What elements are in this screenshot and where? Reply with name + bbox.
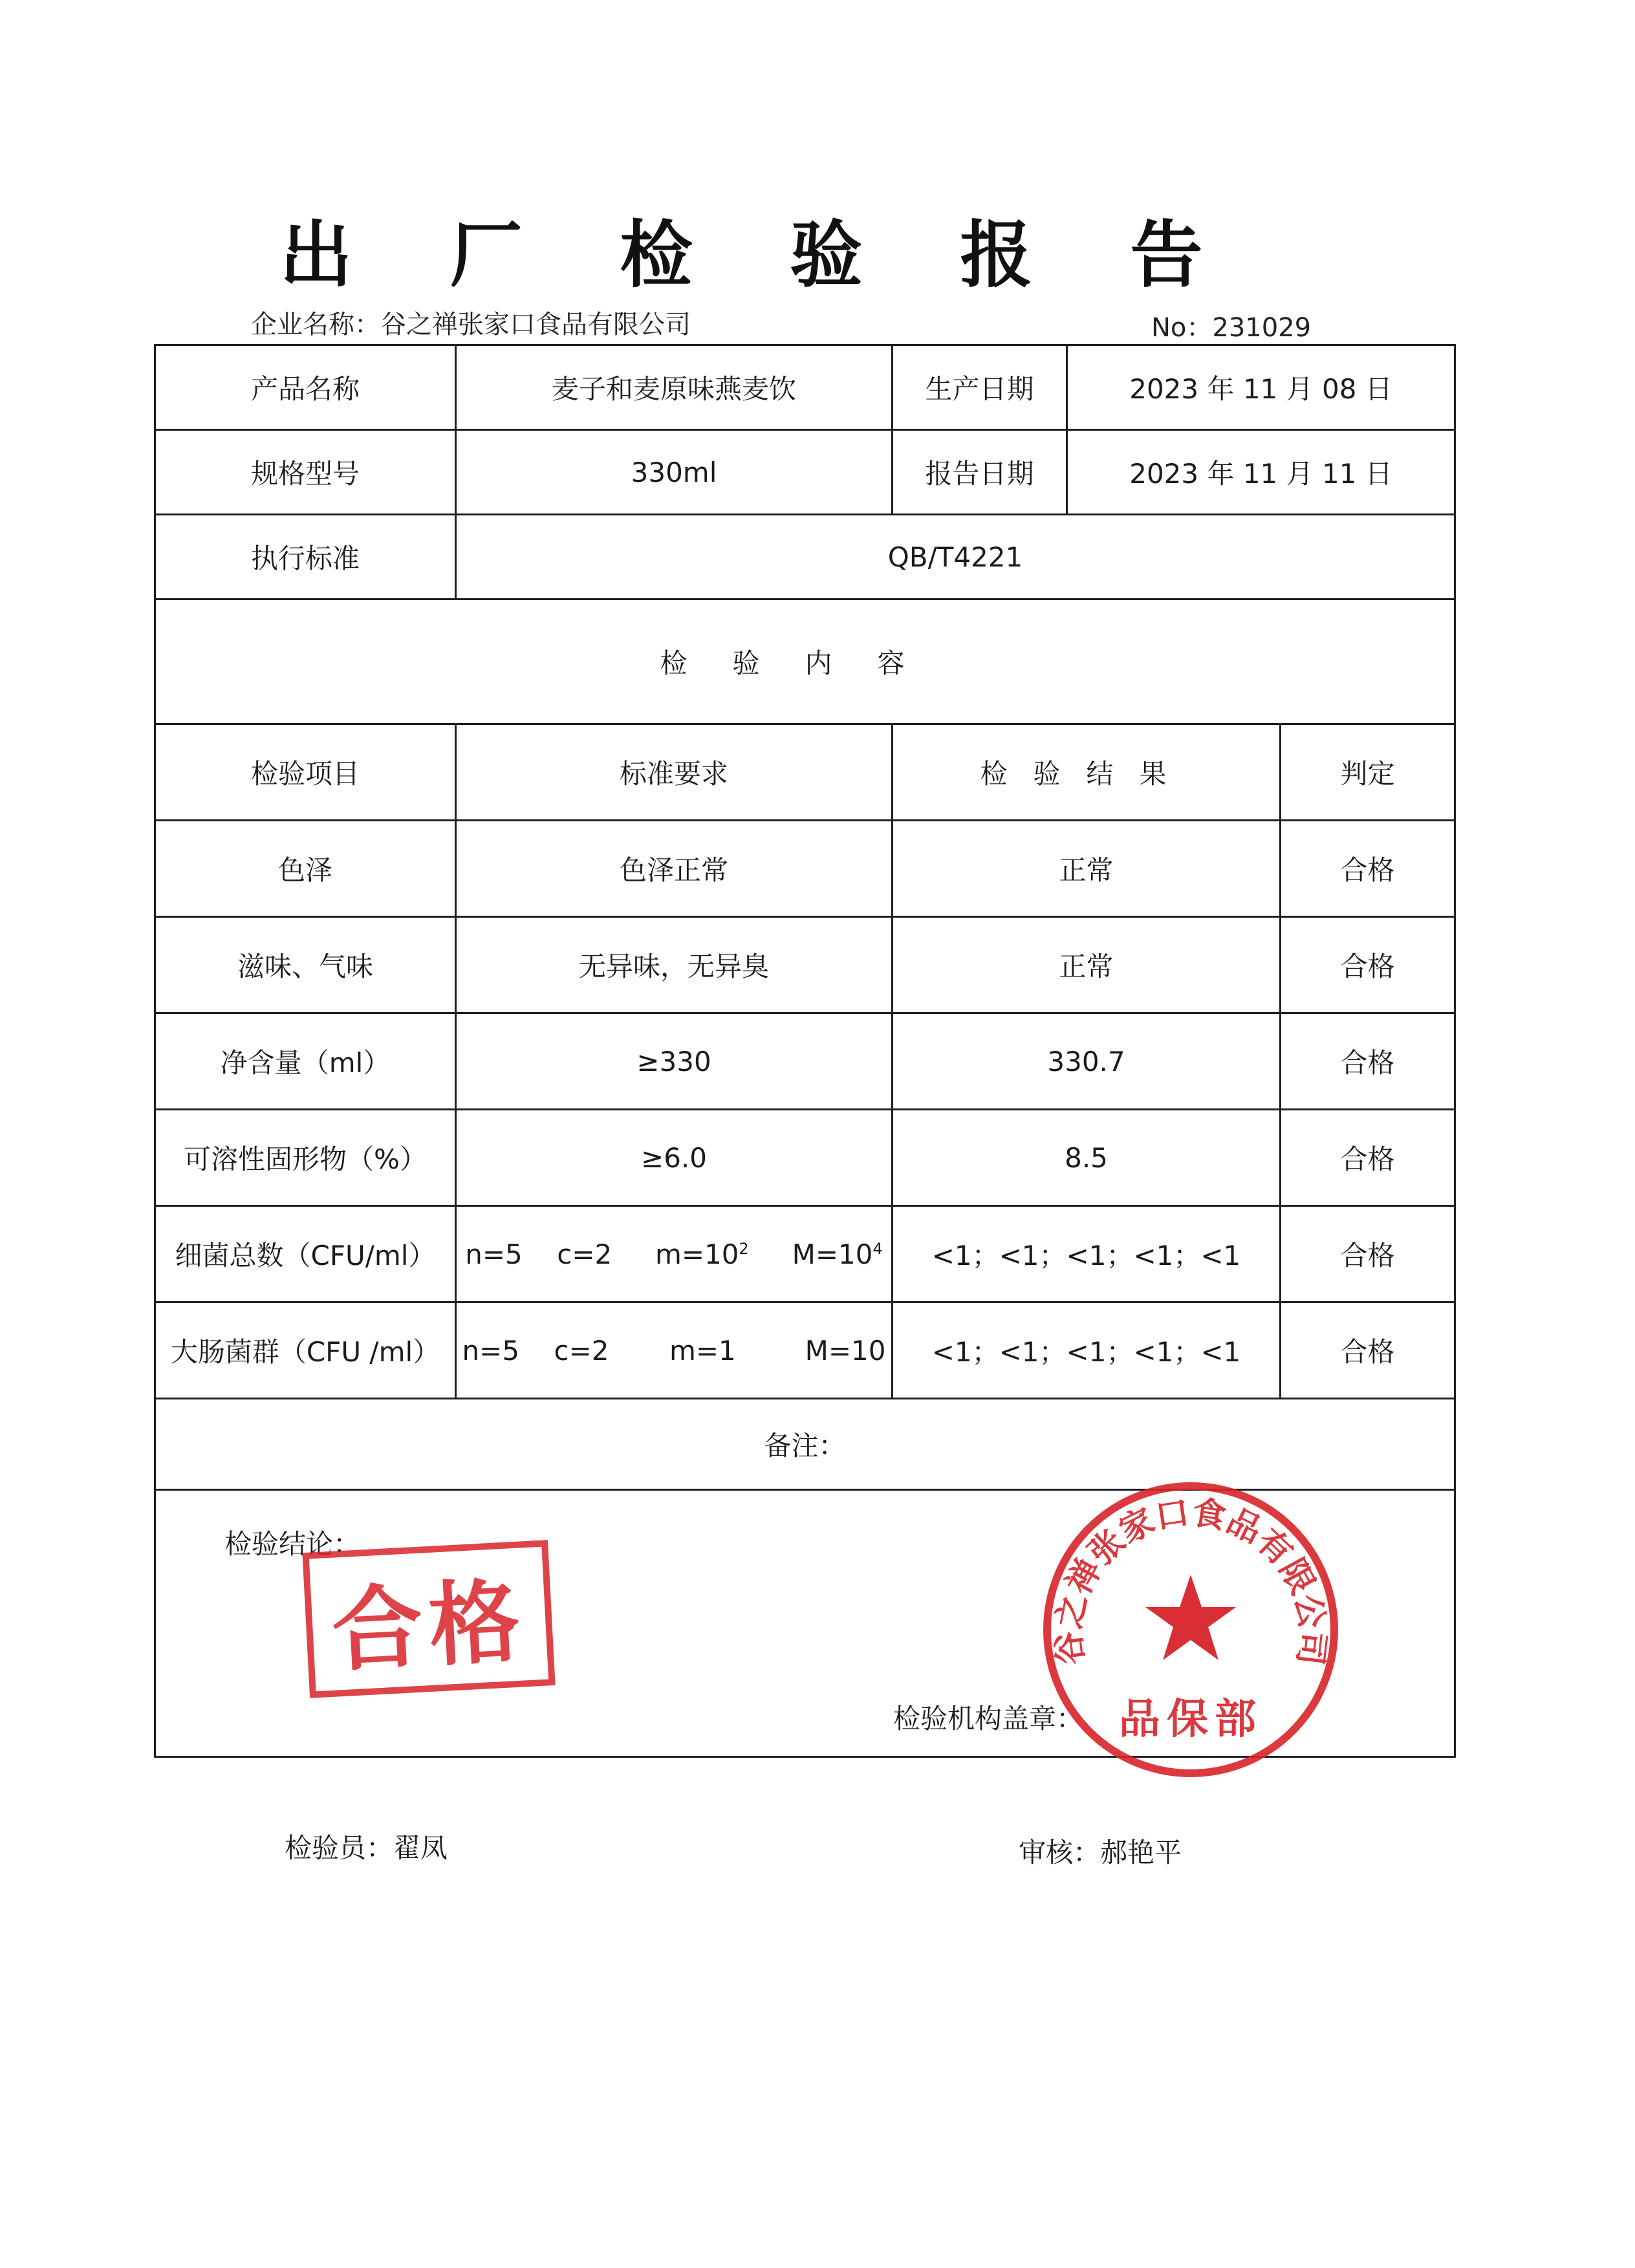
req-c: c=2 — [557, 1238, 612, 1270]
req-n: n=5 — [462, 1334, 520, 1366]
remark-row — [155, 1399, 1455, 1490]
row-requirement — [456, 1206, 893, 1302]
seal-star-icon — [1145, 1575, 1236, 1660]
row-requirement: 无异味，无异臭 — [456, 917, 893, 1013]
req-m: m=1 — [669, 1334, 736, 1366]
row-judgement: 合格 — [1281, 1206, 1455, 1302]
page-title: 出 厂 检 验 报 告 — [279, 213, 1239, 297]
row-item: 可溶性固形物（%） — [155, 1110, 456, 1206]
section-header-row — [155, 599, 1455, 724]
inspector-signature: 检验员：翟凤 — [285, 1832, 448, 1864]
row-requirement: ≥330 — [456, 1013, 893, 1110]
spec-label: 规格型号 — [155, 430, 456, 515]
req-n: n=5 — [465, 1238, 523, 1270]
row-result: 正常 — [893, 917, 1281, 1013]
row-judgement: 合格 — [1281, 1110, 1455, 1206]
table-row — [155, 917, 1455, 1013]
conclusion-cell — [155, 1490, 1455, 1757]
pass-stamp — [302, 1540, 555, 1698]
company-seal — [1039, 1478, 1343, 1782]
spec-row — [155, 430, 1455, 515]
product-name-row — [155, 345, 1455, 430]
seal-ring-text: 谷之禅张家口食品有限公司 — [1049, 1493, 1332, 1667]
standard-value: QB/T4221 — [456, 515, 1455, 599]
seal-bottom-text: 品保部 — [1119, 1696, 1262, 1744]
product-name-label: 产品名称 — [155, 345, 456, 430]
col-judgement-header: 判定 — [1281, 724, 1455, 821]
req-M-exponent: 4 — [872, 1239, 883, 1258]
company-name: 企业名称：谷之禅张家口食品有限公司 — [251, 310, 691, 340]
conclusion-row — [155, 1490, 1455, 1757]
row-item: 细菌总数（CFU/ml） — [155, 1206, 456, 1302]
inspection-table — [154, 344, 1456, 1758]
production-date-label: 生产日期 — [893, 345, 1067, 430]
req-m: m=10 — [655, 1238, 739, 1270]
seal-label: 检验机构盖章： — [893, 1703, 1084, 1734]
table-row — [155, 1206, 1455, 1302]
row-result: 正常 — [893, 821, 1281, 917]
row-judgement: 合格 — [1281, 1302, 1455, 1399]
conclusion-label: 检验结论： — [224, 1528, 361, 1560]
production-date-value: 2023 年 11 月 08 日 — [1067, 345, 1455, 430]
req-M: M=10 — [792, 1238, 873, 1270]
table-row — [155, 1013, 1455, 1110]
row-judgement: 合格 — [1281, 821, 1455, 917]
req-c: c=2 — [554, 1334, 609, 1366]
table-row — [155, 821, 1455, 917]
col-requirement-header: 标准要求 — [456, 724, 893, 821]
row-requirement: 色泽正常 — [456, 821, 893, 917]
col-result-header: 检验结果 — [893, 724, 1281, 821]
row-judgement: 合格 — [1281, 917, 1455, 1013]
row-result: <1；<1；<1；<1；<1 — [893, 1206, 1281, 1302]
row-result: 8.5 — [893, 1110, 1281, 1206]
remark-label: 备注： — [155, 1399, 1455, 1490]
pass-stamp-text: 合格 — [329, 1569, 529, 1685]
reviewer-signature: 审核：郝艳平 — [1019, 1837, 1182, 1868]
section-title: 检验内容 — [155, 599, 1455, 724]
row-item: 色泽 — [155, 821, 456, 917]
row-item: 大肠菌群（CFU /ml） — [155, 1302, 456, 1399]
row-requirement — [456, 1302, 893, 1399]
row-item: 净含量（ml） — [155, 1013, 456, 1110]
row-item: 滋味、气味 — [155, 917, 456, 1013]
req-m-exponent: 2 — [739, 1239, 749, 1258]
table-row — [155, 1110, 1455, 1206]
spec-value: 330ml — [456, 430, 893, 515]
row-requirement: ≥6.0 — [456, 1110, 893, 1206]
report-date-value: 2023 年 11 月 11 日 — [1067, 430, 1455, 515]
product-name-value: 麦子和麦原味燕麦饮 — [456, 345, 893, 430]
req-M: M=10 — [805, 1334, 886, 1366]
report-date-label: 报告日期 — [893, 430, 1067, 515]
column-header-row — [155, 724, 1455, 821]
row-result: <1；<1；<1；<1；<1 — [893, 1302, 1281, 1399]
row-result: 330.7 — [893, 1013, 1281, 1110]
col-item-header: 检验项目 — [155, 724, 456, 821]
table-row — [155, 1302, 1455, 1399]
row-judgement: 合格 — [1281, 1013, 1455, 1110]
standard-label: 执行标准 — [155, 515, 456, 599]
standard-row — [155, 515, 1455, 599]
report-number: No：231029 — [1151, 313, 1312, 343]
